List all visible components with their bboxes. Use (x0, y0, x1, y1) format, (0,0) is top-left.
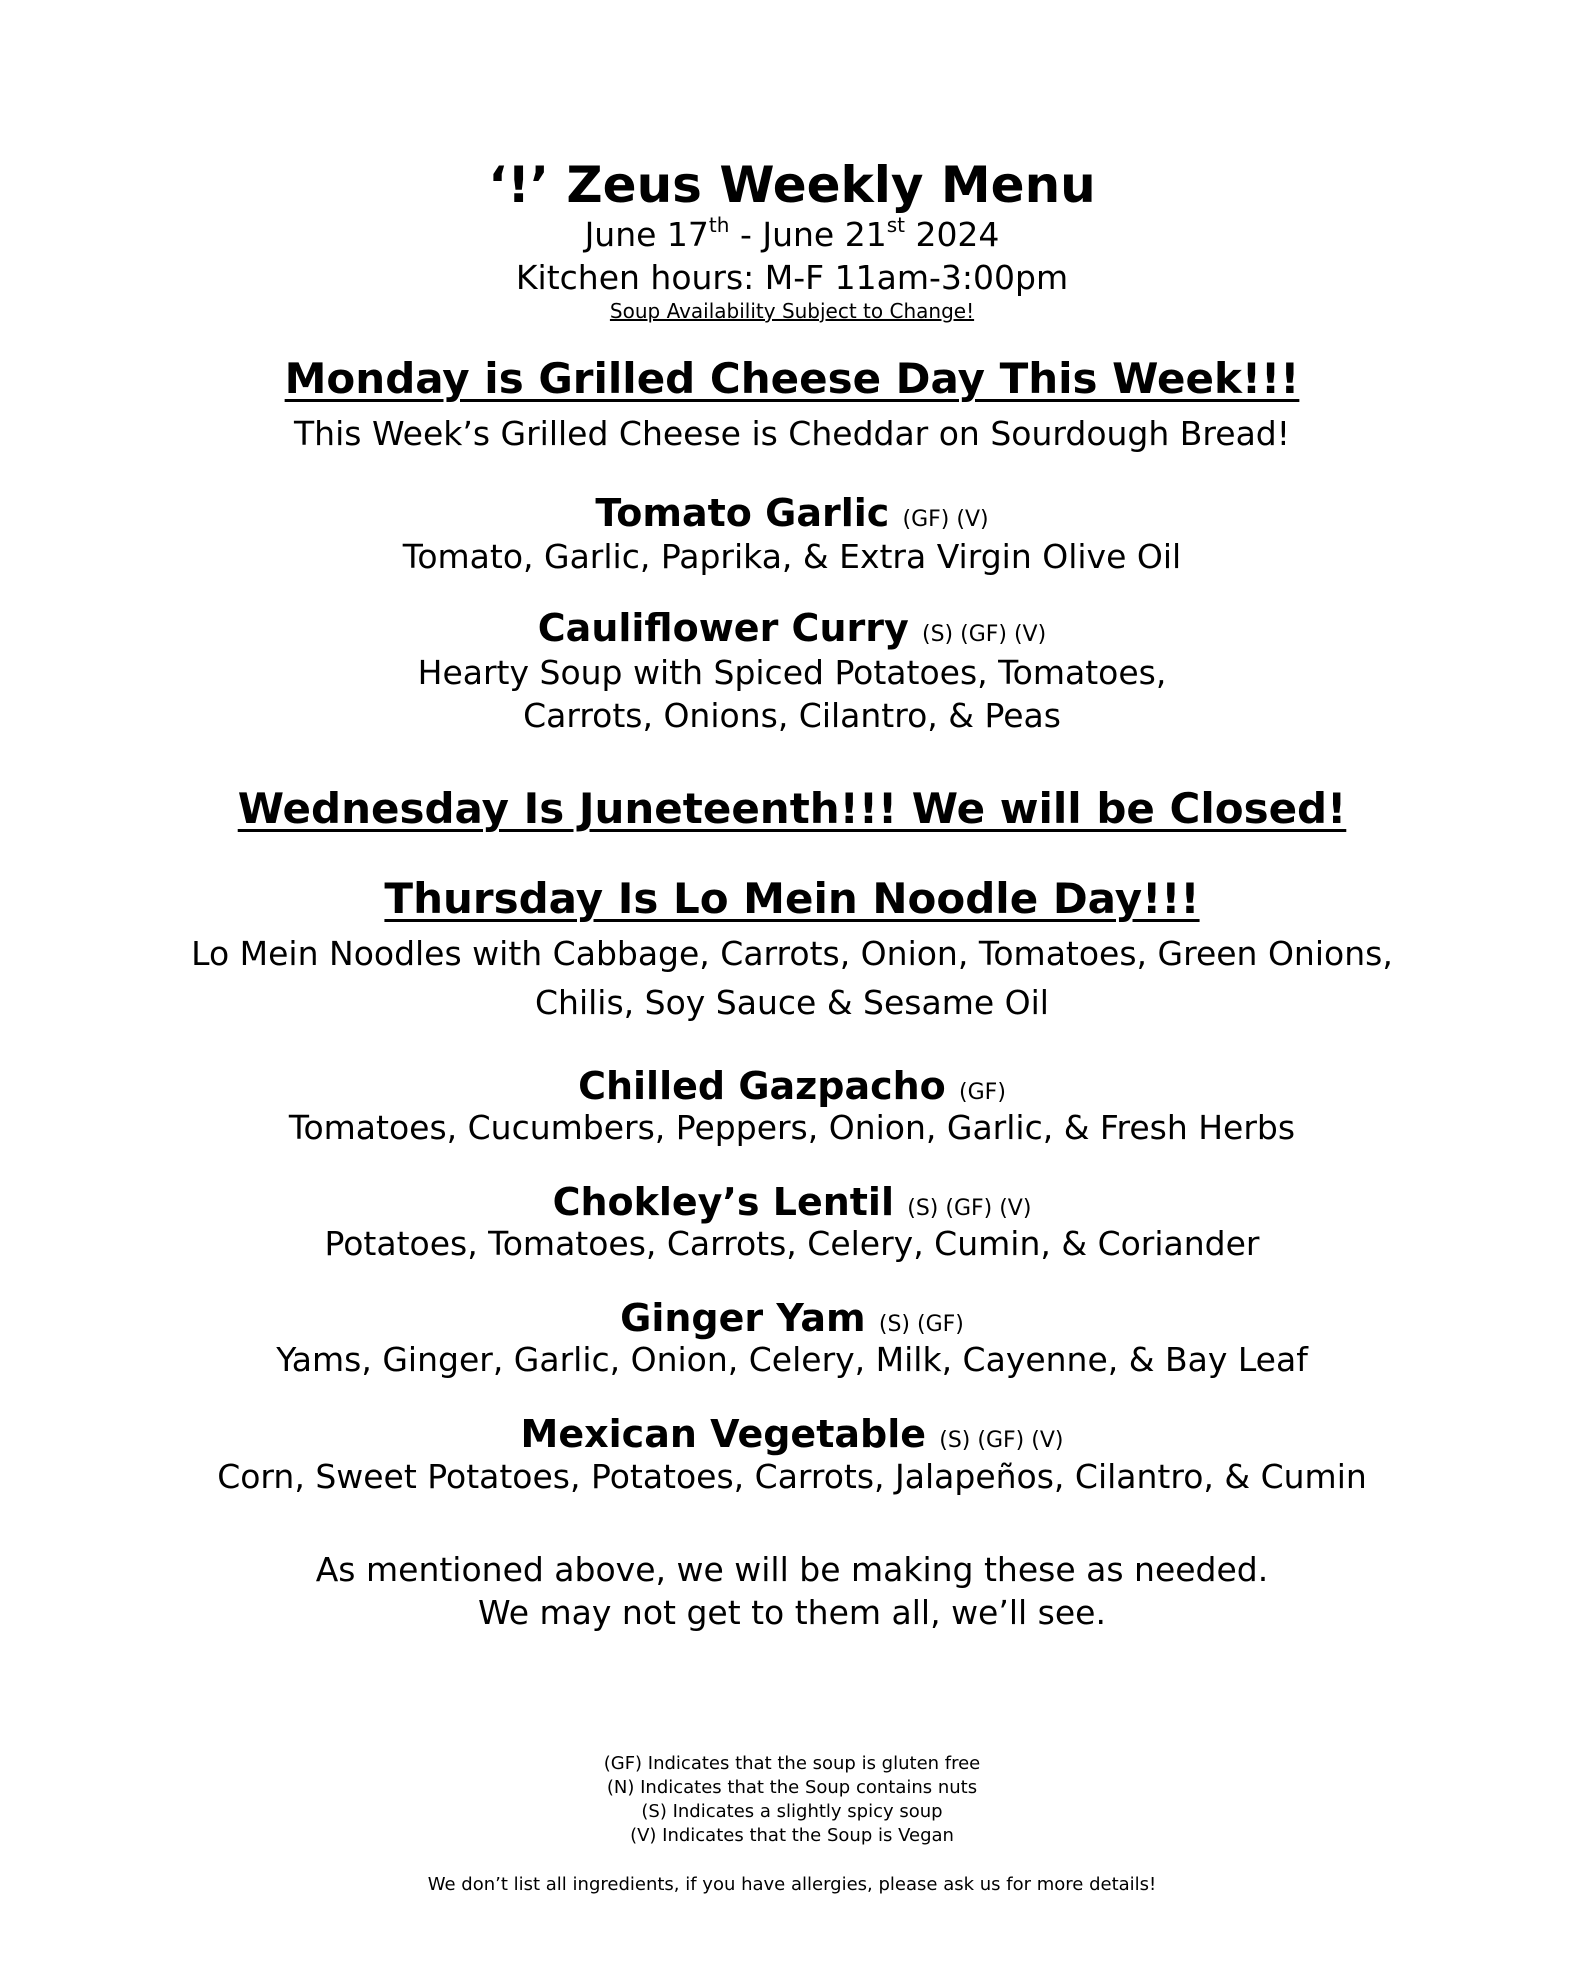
allergy-disclaimer: We don’t list all ingredients, if you have allergies, please ask us for more details! (427, 1874, 1157, 1895)
soup-description: Tomatoes, Cucumbers, Peppers, Onion, Garlic, & Fresh Herbs (288, 1108, 1296, 1147)
soup-description: Hearty Soup with Spiced Potatoes, Tomatoes, (417, 653, 1167, 692)
soup-name: Mexican Vegetable (520, 1412, 927, 1456)
legend-item: (N) Indicates that the Soup contains nuts (606, 1777, 978, 1798)
soup-name: Tomato Garlic (595, 491, 890, 535)
date-end-suffix: st (886, 213, 905, 237)
soup-name: Chilled Gazpacho (578, 1064, 946, 1108)
soup-description: Potatoes, Tomatoes, Carrots, Celery, Cumin, & Coriander (324, 1224, 1260, 1263)
soup-description: Yams, Ginger, Garlic, Onion, Celery, Milk, Cayenne, & Bay Leaf (276, 1340, 1308, 1379)
menu-date-range (0, 213, 1584, 257)
kitchen-hours: Kitchen hours: M-F 11am-3:00pm (515, 258, 1069, 297)
monday-description: This Week’s Grilled Cheese is Cheddar on Sourdough Bread! (294, 414, 1290, 453)
wednesday-heading: Wednesday Is Juneteenth!!! We will be Closed! (237, 784, 1347, 833)
soup-name: Ginger Yam (620, 1296, 866, 1340)
monday-heading: Monday is Grilled Cheese Day This Week!!! (284, 354, 1300, 403)
soup-tags: (GF) (959, 1080, 1006, 1105)
menu-title: ‘!’ Zeus Weekly Menu (488, 156, 1096, 214)
soup-tags: (S) (GF) (V) (907, 1196, 1032, 1221)
legend-item: (GF) Indicates that the soup is gluten free (603, 1753, 981, 1774)
date-start-suffix: th (708, 213, 730, 237)
closing-note: As mentioned above, we will be making these as needed. (315, 1550, 1269, 1589)
soup-tags: (GF) (V) (902, 507, 989, 532)
soup-description: Tomato, Garlic, Paprika, & Extra Virgin Olive Oil (402, 537, 1182, 576)
soup-tags: (S) (GF) (878, 1312, 964, 1337)
legend-item: (S) Indicates a slightly spicy soup (641, 1801, 943, 1822)
thursday-description: Chilis, Soy Sauce & Sesame Oil (535, 983, 1049, 1022)
soup-name: Cauliflower Curry (537, 606, 909, 650)
closing-note: We may not get to them all, we’ll see. (478, 1593, 1106, 1632)
thursday-heading: Thursday Is Lo Mein Noodle Day!!! (384, 874, 1200, 923)
soup-description: Corn, Sweet Potatoes, Potatoes, Carrots, Jalapeños, Cilantro, & Cumin (217, 1457, 1367, 1496)
date-start: June 17 (584, 215, 709, 254)
thursday-description: Lo Mein Noodles with Cabbage, Carrots, Onion, Tomatoes, Green Onions, (191, 934, 1393, 973)
soup-name: Chokley’s Lentil (552, 1180, 894, 1224)
soup-tags: (S) (GF) (V) (921, 622, 1047, 647)
availability-notice: Soup Availability Subject to Change! (609, 299, 975, 323)
soup-description: Carrots, Onions, Cilantro, & Peas (523, 696, 1061, 735)
date-separator: - June 21 (729, 215, 887, 254)
soup-tags: (S) (GF) (V) (939, 1428, 1064, 1453)
legend-item: (V) Indicates that the Soup is Vegan (630, 1825, 954, 1846)
date-year: 2024 (904, 215, 1000, 254)
